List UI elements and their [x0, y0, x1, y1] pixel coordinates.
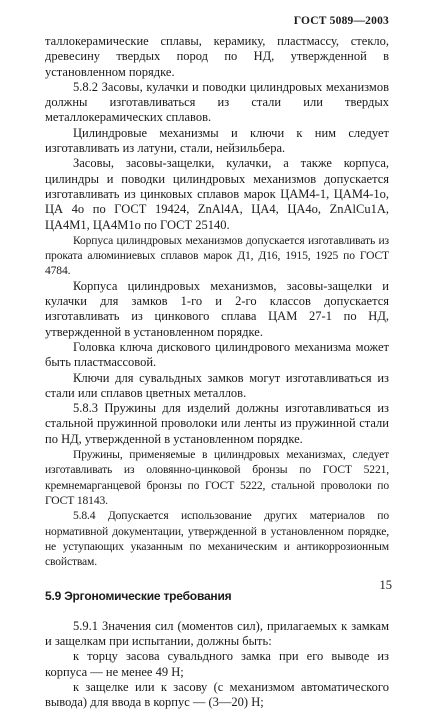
page-number: 15: [379, 578, 392, 592]
paragraph-force-latch: к защелке или к засову (с механизмом автоматического вывода) для ввода в корпус — (3—20) Н;: [45, 679, 389, 710]
paragraph-springs-cylinder: Пружины, применяемые в цилиндровых механизмах, следует изготавливать из оловянно-цинковой бронзы по ГОСТ 5221, кремнемарганцевой бронзы по ГОСТ 5222, стальной проволоки по ГОСТ 18143.: [45, 448, 389, 507]
paragraph-aluminium-alloys: Корпуса цилиндровых механизмов допускается изготавливать из проката алюминиевых сплавов марок Д1, Д16, 1915, 1925 по ГОСТ 4784.: [45, 233, 389, 278]
paragraph-5-9-1: 5.9.1 Значения сил (моментов сил), прилагаемых к замкам и защелкам при испытании, должны быть:: [45, 618, 389, 648]
section-title: 5.9 Эргономические требования: [45, 589, 232, 604]
paragraph-5-8-4: 5.8.4 Допускается использование других материалов по нормативной документации, утвержденной в установленном порядке, не уступающих указанным по механическим и антикоррозионным свойствам.: [45, 509, 389, 569]
document-code: ГОСТ 5089—2003: [293, 15, 389, 27]
document-body: [45, 34, 389, 710]
paragraph-lever-keys: Ключи для сувальдных замков могут изготавливаться из стали или сплавов цветных металлов.: [45, 370, 389, 400]
paragraph-zinc-alloy-cam: Корпуса цилиндровых механизмов, засовы-защелки и кулачки для замков 1-го и 2-го классов допускается изготавливать из цинкового сплава ЦАМ 27-1 по НД, утвержденной в установленном порядке.: [45, 278, 389, 339]
paragraph-cylinder-materials: Цилиндровые механизмы и ключи к ним следует изготавливать из латуни, стали, нейзильбера.: [45, 125, 389, 156]
paragraph-5-8-2: 5.8.2 Засовы, кулачки и поводки цилиндровых механизмов должны изготавливаться из стали или твердых металлокерамических сплавов.: [45, 79, 389, 125]
paragraph-continuation: таллокерамические сплавы, керамику, пластмассу, стекло, древесину твердых пород по НД, утвержденной в установленном порядке.: [45, 34, 389, 79]
paragraph-key-head: Головка ключа дискового цилиндрового механизма может быть пластмассовой.: [45, 339, 389, 370]
paragraph-force-bolt: к торцу засова сувальдного замка при его выводе из корпуса — не менее 49 Н;: [45, 649, 389, 679]
paragraph-5-8-3: 5.8.3 Пружины для изделий должны изготавливаться из стальной пружинной проволоки или ленты из пружинной стали по НД, утвержденной в установленном порядке.: [45, 401, 389, 446]
paragraph-zinc-alloys: Засовы, засовы-защелки, кулачки, а также корпуса, цилиндры и поводки цилиндровых механизмов допускается изготавливать из цинковых сплавов марок ЦАМ4-1, ЦАМ4-1о, ЦА 4о по ГОСТ 19424, ZnAl4A, ЦА4, ЦА4о, ZnAlCu1A, ЦА4М1, ЦА4М1о по ГОСТ 25140.: [45, 156, 389, 232]
